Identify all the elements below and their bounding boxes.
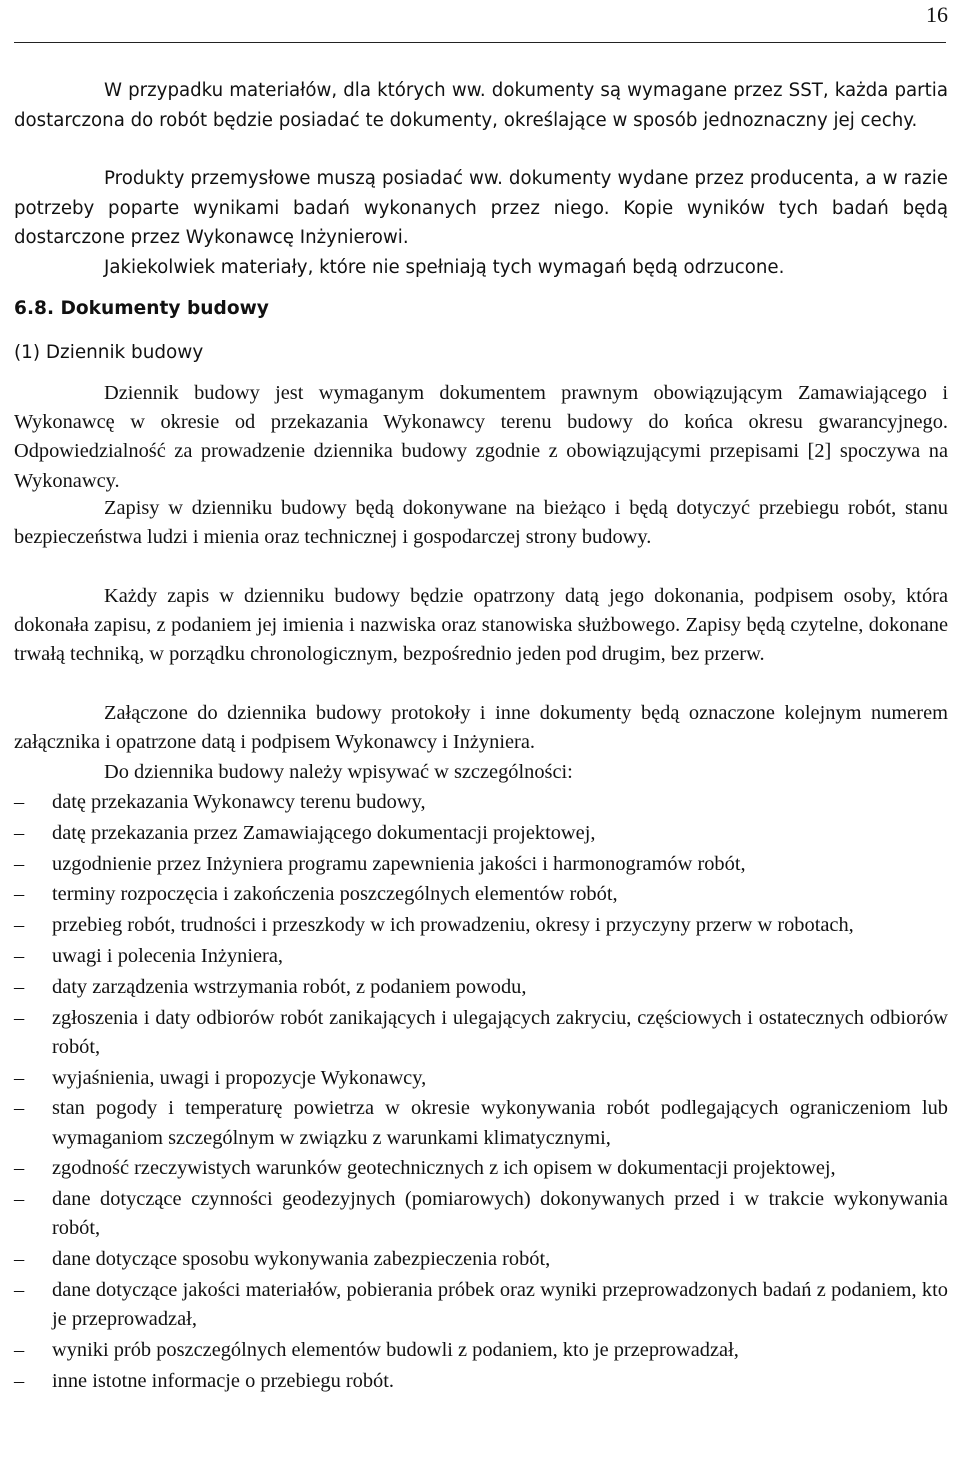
list-item-text: uwagi i polecenia Inżyniera,: [52, 944, 283, 967]
dash-marker: –: [14, 944, 25, 967]
list-item-text: datę przekazania Wykonawcy terenu budowy,: [52, 791, 426, 813]
dash-marker: –: [14, 1338, 25, 1361]
list-item-text: zgodność rzeczywistych warunków geotechnicznych z ich opisem w dokumentacji projektowej,: [52, 1157, 836, 1180]
list-item: [14, 1154, 948, 1183]
dash-marker: –: [14, 1248, 25, 1271]
dash-marker: –: [14, 1066, 25, 1089]
list-item: [14, 850, 948, 879]
list-item: [14, 1064, 948, 1093]
list-item-text: zgłoszenia i daty odbiorów robót zanikających i ulegających zakryciu, częściowych i ostatecznych odbiorów robót,: [52, 1006, 948, 1058]
subsection-heading: (1) Dziennik budowy: [14, 342, 204, 363]
page-number: 16: [926, 2, 948, 27]
dash-marker: –: [14, 975, 25, 998]
body-paragraph: Zapisy w dzienniku budowy będą dokonywane na bieżąco i będą dotyczyć przebiegu robót, stanu bezpieczeństwa ludzi i mienia oraz technicznej i gospodarczej strony budowy.: [14, 497, 948, 549]
intro-paragraph: W przypadku materiałów, dla których ww. dokumenty są wymagane przez SST, każda partia dostarczona do robót będzie posiadać te dokumenty, określające w sposób jednoznaczny jej cechy.: [14, 80, 948, 131]
list-item-text: uzgodnienie przez Inżyniera programu zapewnienia jakości i harmonogramów robót,: [52, 852, 746, 875]
list-item-text: wyjaśnienia, uwagi i propozycje Wykonawcy,: [52, 1066, 427, 1089]
body-paragraph: Do dziennika budowy należy wpisywać w szczególności:: [104, 761, 573, 783]
intro-paragraph: Produkty przemysłowe muszą posiadać ww. dokumenty wydane przez producenta, a w razie potrzeby poparte wynikami badań wykonanych przez niego. Kopie wyników tych badań będą dostarczone przez Wykonawcę Inżynierowi.: [14, 168, 948, 248]
list-item-text: przebieg robót, trudności i przeszkody w ich prowadzeniu, okresy i przyczyny przerw w robotach,: [52, 914, 854, 937]
dash-marker: –: [14, 1006, 25, 1029]
requirements-list: [14, 788, 948, 1398]
list-item-text: inne istotne informacje o przebiegu robót.: [52, 1369, 395, 1392]
list-item: [14, 1094, 948, 1152]
dash-marker: –: [14, 1157, 25, 1180]
list-item: [14, 973, 948, 1002]
dash-marker: –: [14, 1278, 25, 1301]
body-paragraph: Dziennik budowy jest wymaganym dokumentem prawnym obowiązującym Zamawiającego i Wykonawcę w okresie od przekazania Wykonawcy terenu budowy do końca okresu gwarancyjnego. Odpowiedzialność za prowadzenie dziennika budowy zgodnie z obowiązującymi przepisami [2] spoczywa na Wykonawcy.: [14, 382, 948, 492]
list-item-text: datę przekazania przez Zamawiającego dokumentacji projektowej,: [52, 821, 596, 844]
dash-marker: –: [14, 852, 25, 875]
dash-marker: –: [14, 1188, 25, 1211]
list-item: [14, 1004, 948, 1062]
list-item: [14, 819, 948, 848]
list-item: [14, 1185, 948, 1243]
intro-paragraph: Jakiekolwiek materiały, które nie spełniają tych wymagań będą odrzucone.: [104, 257, 785, 278]
dash-marker: –: [14, 821, 25, 844]
list-item-text: stan pogody i temperaturę powietrza w okresie wykonywania robót podlegających ograniczeniom lub wymaganiom szczególnym w związku z warunkami klimatycznymi,: [52, 1097, 948, 1149]
list-item: [14, 1276, 948, 1334]
list-item: [14, 1245, 948, 1274]
header-divider: [14, 42, 946, 43]
list-item-text: dane dotyczące sposobu wykonywania zabezpieczenia robót,: [52, 1248, 551, 1271]
dash-marker: –: [14, 1097, 25, 1120]
list-item: [14, 788, 948, 817]
dash-marker: –: [14, 1369, 25, 1392]
body-paragraph: Każdy zapis w dzienniku budowy będzie opatrzony datą jego dokonania, podpisem osoby, która dokonała zapisu, z podaniem jej imienia i nazwiska oraz stanowiska służbowego. Zapisy będą czytelne, dokonane trwałą techniką, w porządku chronologicznym, bezpośrednio jeden pod drugim, bez przerw.: [14, 585, 948, 666]
list-item: [14, 911, 948, 940]
section-heading: 6.8. Dokumenty budowy: [14, 298, 269, 319]
list-item-text: daty zarządzenia wstrzymania robót, z podaniem powodu,: [52, 975, 527, 998]
body-paragraph: Załączone do dziennika budowy protokoły i inne dokumenty będą oznaczone kolejnym numerem załącznika i opatrzone datą i podpisem Wykonawcy i Inżyniera.: [14, 702, 948, 754]
dash-marker: –: [14, 791, 25, 813]
list-item: [14, 1336, 948, 1365]
list-item: [14, 942, 948, 971]
dash-marker: –: [14, 914, 25, 937]
dash-marker: –: [14, 883, 25, 906]
list-item-text: terminy rozpoczęcia i zakończenia poszczególnych elementów robót,: [52, 883, 618, 906]
list-item: [14, 1367, 948, 1396]
list-item: [14, 880, 948, 909]
list-item-text: dane dotyczące czynności geodezyjnych (pomiarowych) dokonywanych przed i w trakcie wykonywania robót,: [52, 1188, 948, 1240]
list-item-text: wyniki prób poszczególnych elementów budowli z podaniem, kto je przeprowadzał,: [52, 1338, 739, 1361]
list-item-text: dane dotyczące jakości materiałów, pobierania próbek oraz wyniki przeprowadzonych badań z podaniem, kto je przeprowadzał,: [52, 1278, 948, 1331]
